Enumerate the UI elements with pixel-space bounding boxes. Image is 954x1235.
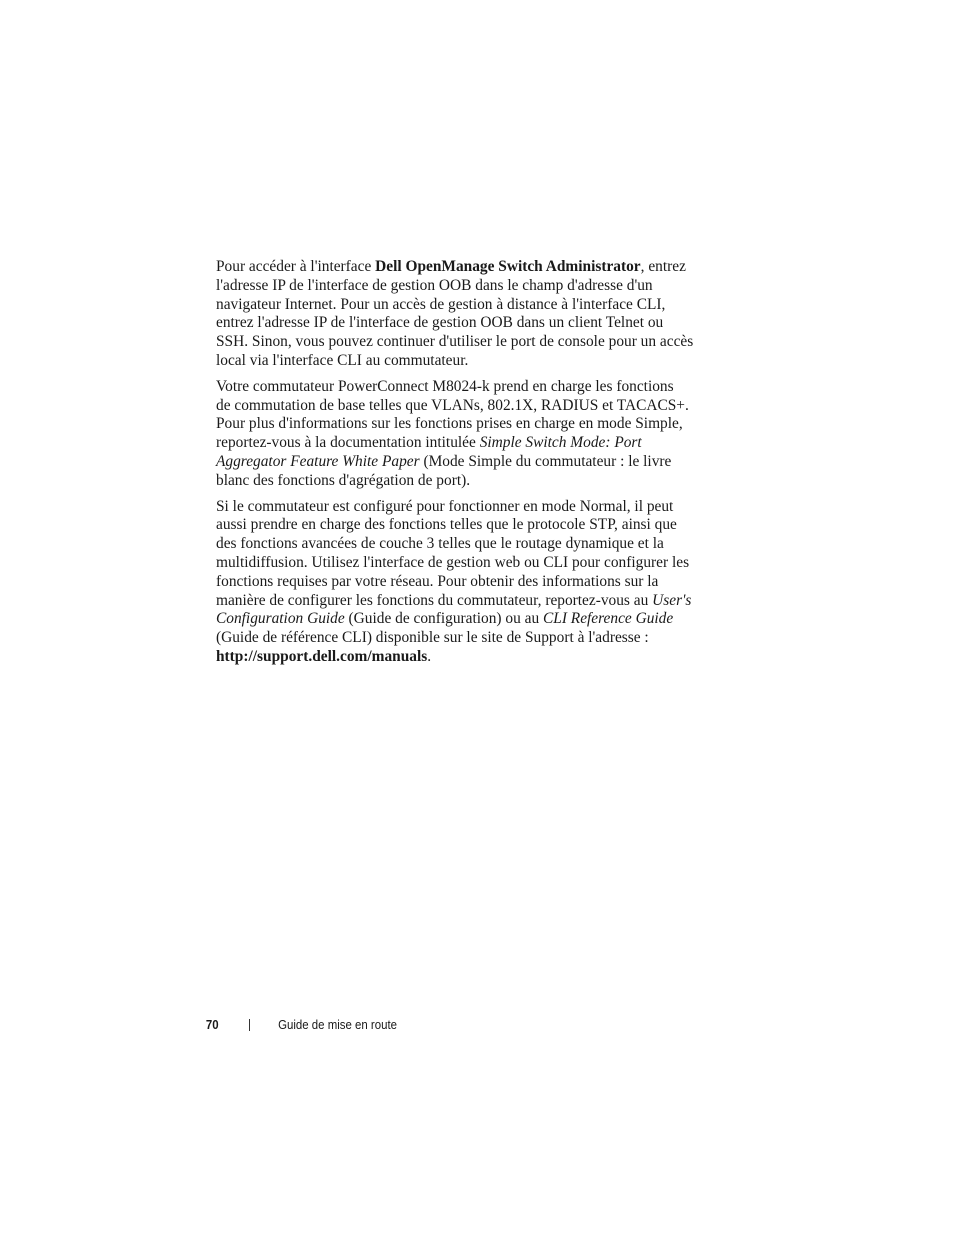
text-segment: SSH. Sinon, vous pouvez continuer d'utiliser le port de console pour un accès: [216, 333, 694, 351]
footer-document-title: Guide de mise en route: [278, 1017, 398, 1032]
text-segment: reportez-vous à la documentation intitulée: [216, 434, 480, 452]
paragraph: [216, 378, 716, 491]
paragraph: [216, 498, 716, 667]
text-segment: fonctions requises par votre réseau. Pour obtenir des informations sur la: [216, 572, 659, 590]
text-line: [216, 258, 716, 277]
text-segment: navigateur Internet. Pour un accès de gestion à distance à l'interface CLI,: [216, 295, 666, 313]
text-segment: , entrez: [640, 258, 686, 275]
text-line: [216, 314, 716, 333]
text-segment: manière de configurer les fonctions du commutateur, reportez-vous au: [216, 591, 653, 609]
text-line: [216, 378, 716, 397]
paragraph: [216, 258, 716, 371]
text-segment: Pour accéder à l'interface: [216, 258, 376, 275]
bold-text: http://support.dell.com/manuals: [216, 647, 428, 665]
italic-text: Aggregator Feature White Paper: [216, 452, 420, 470]
text-segment: Pour plus d'informations sur les fonctions prises en charge en mode Simple,: [216, 415, 683, 433]
text-segment: Votre commutateur PowerConnect M8024-k prend en charge les fonctions: [216, 377, 674, 395]
page-number: 70: [205, 1017, 219, 1032]
text-segment: .: [427, 647, 432, 665]
text-line: [216, 648, 716, 667]
text-line: [216, 333, 716, 352]
text-segment: blanc des fonctions d'agrégation de port).: [216, 471, 471, 489]
italic-text: Configuration Guide: [216, 610, 345, 628]
text-segment: (Guide de configuration) ou au: [344, 610, 543, 628]
text-line: [216, 415, 716, 434]
text-line: [216, 352, 716, 371]
text-segment: Si le commutateur est configuré pour fonctionner en mode Normal, il peut: [216, 497, 674, 515]
text-segment: multidiffusion. Utilisez l'interface de gestion web ou CLI pour configurer les: [216, 553, 690, 571]
text-line: [216, 535, 716, 554]
text-line: [216, 592, 716, 611]
text-line: [216, 296, 716, 315]
bold-text: Dell OpenManage Switch Administrator: [375, 258, 641, 275]
text-segment: aussi prendre en charge des fonctions telles que le protocole STP, ainsi que: [216, 516, 677, 534]
body-text: [216, 258, 716, 674]
text-line: [216, 573, 716, 592]
text-line: [216, 277, 716, 296]
footer-separator: [249, 1019, 250, 1031]
text-line: [216, 498, 716, 517]
text-segment: (Mode Simple du commutateur : le livre: [419, 452, 672, 470]
italic-text: Simple Switch Mode: Port: [479, 434, 642, 452]
text-segment: entrez l'adresse IP de l'interface de gestion OOB dans un client Telnet ou: [216, 314, 664, 332]
text-segment: local via l'interface CLI au commutateur.: [216, 351, 469, 369]
text-line: [216, 434, 716, 453]
text-segment: de commutation de base telles que VLANs, 802.1X, RADIUS et TACACS+.: [216, 396, 689, 414]
page-footer: [0, 1015, 840, 1035]
text-segment: des fonctions avancées de couche 3 telles que le routage dynamique et la: [216, 535, 664, 553]
text-line: [216, 554, 716, 573]
text-segment: (Guide de référence CLI) disponible sur le site de Support à l'adresse :: [216, 629, 649, 647]
italic-text: CLI Reference Guide: [543, 610, 674, 628]
text-segment: l'adresse IP de l'interface de gestion OOB dans le champ d'adresse d'un: [216, 276, 653, 294]
italic-text: User's: [652, 591, 692, 609]
text-line: [216, 397, 716, 416]
text-line: [216, 453, 716, 472]
text-line: [216, 629, 716, 648]
text-line: [216, 610, 716, 629]
text-line: [216, 516, 716, 535]
text-line: [216, 472, 716, 491]
